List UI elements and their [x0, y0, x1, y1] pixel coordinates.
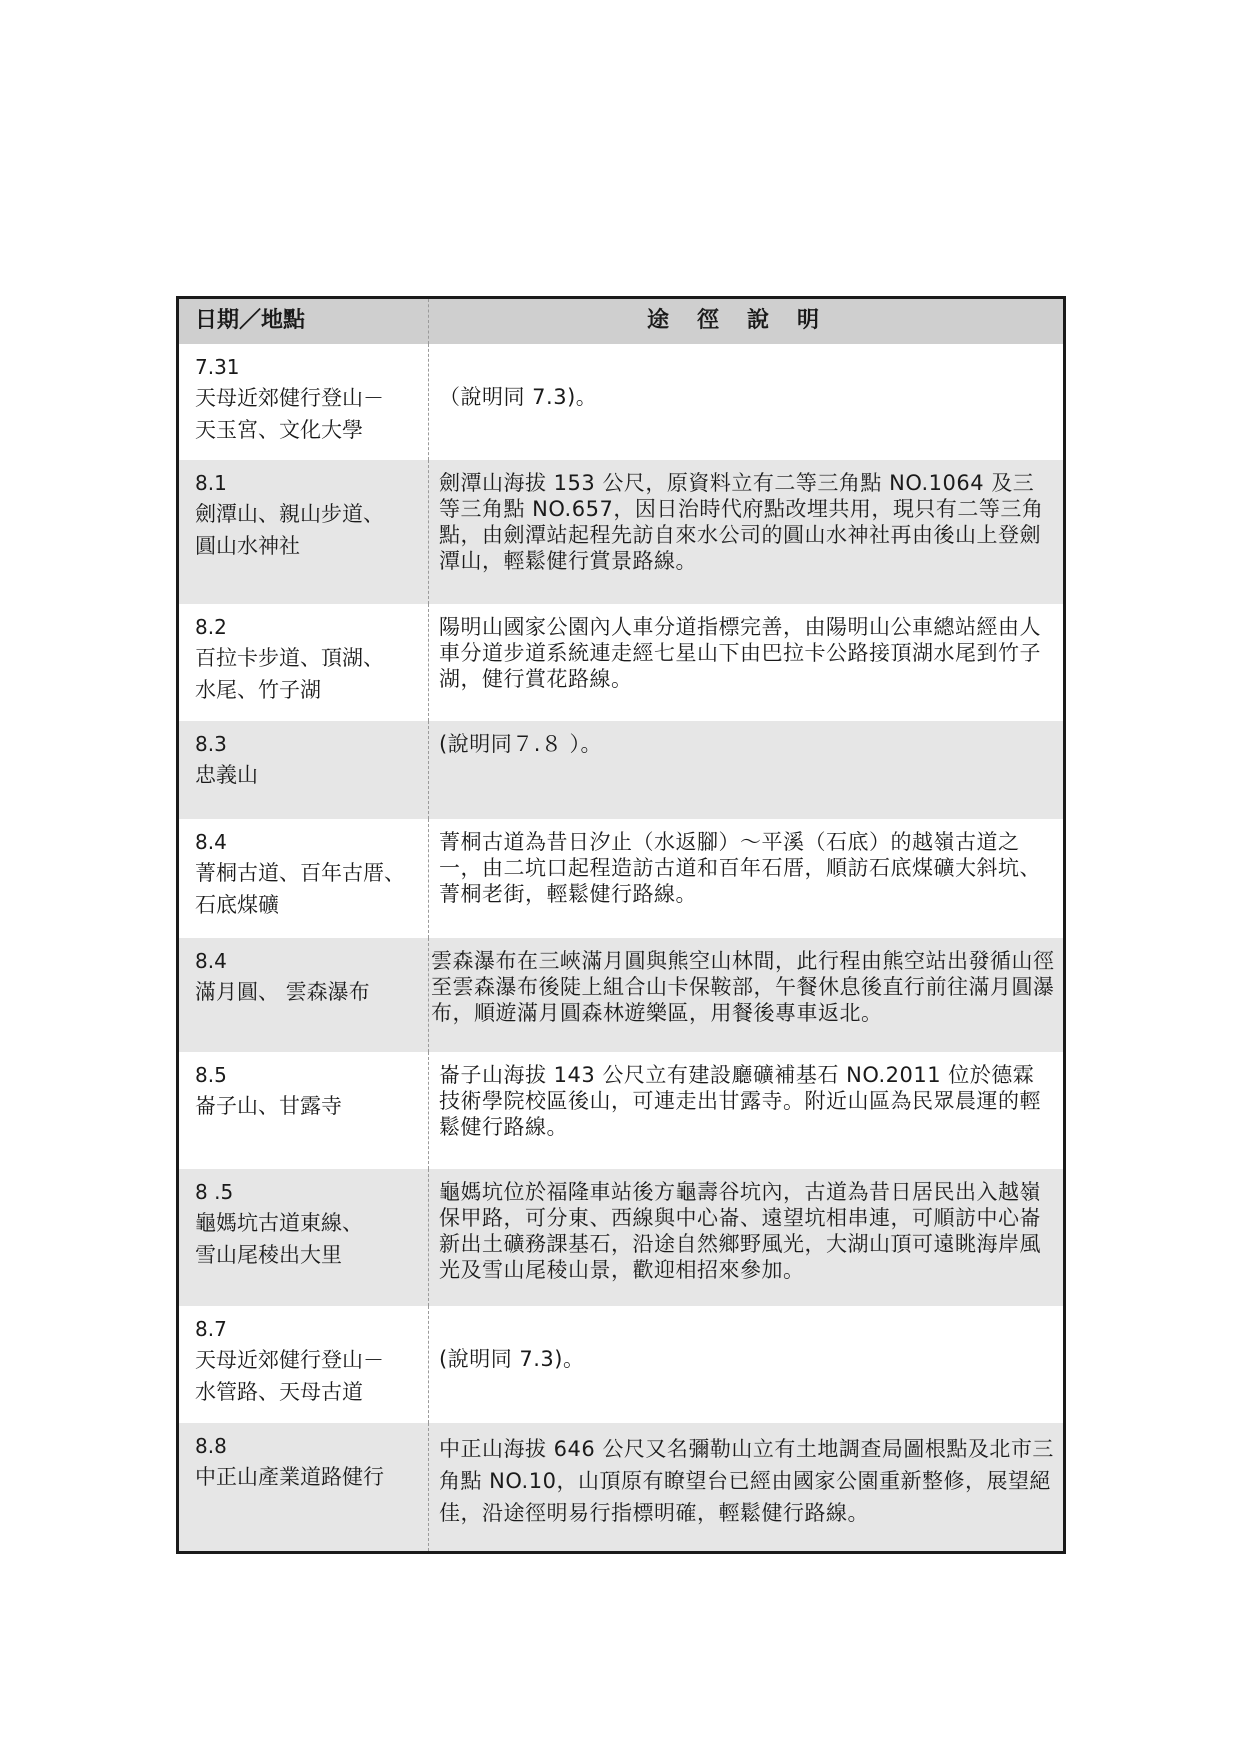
row-date: 8.7	[195, 1317, 227, 1341]
row-place: 菁桐古道、百年古厝、	[195, 861, 405, 885]
row-place: 天玉宮、文化大學	[195, 418, 363, 442]
date-place-cell	[179, 938, 429, 1052]
row-description: (說明同 7.3)。	[439, 1347, 585, 1371]
row-description: （說明同 7.3)。	[439, 385, 598, 409]
row-place: 圓山水神社	[195, 534, 300, 558]
table-row	[179, 460, 1063, 604]
row-date: 8.5	[195, 1063, 227, 1087]
itinerary-table	[176, 296, 1066, 1554]
row-description: 龜媽坑位於福隆車站後方龜壽谷坑內，古道為昔日居民出入越嶺保甲路，可分東、西線與中心崙、遠望坑相串連，可順訪中心崙新出土礦務課基石，沿途自然鄉野風光，大湖山頂可遠眺海岸風光及雪山尾稜山景，歡迎相招來參加。	[439, 1180, 1041, 1282]
row-place: 劍潭山、親山步道、	[195, 502, 384, 526]
date-place-cell	[179, 460, 429, 604]
row-place: 滿月圓、 雲森瀑布	[195, 980, 370, 1004]
date-place-cell	[179, 1052, 429, 1169]
table-header	[179, 299, 1063, 344]
row-date: 8.4	[195, 830, 227, 854]
date-place-cell	[179, 721, 429, 819]
row-date: 8.3	[195, 732, 227, 756]
table-row	[179, 938, 1063, 1052]
header-route-description: 途徑說明	[646, 308, 847, 333]
row-date: 7.31	[195, 355, 240, 379]
row-description: 劍潭山海拔 153 公尺，原資料立有二等三角點 NO.1064 及三等三角點 NO.657，因日治時代府點改埋共用，現只有二等三角點，由劍潭站起程先訪自來水公司的圓山水神社再由後山上登劍潭山，輕鬆健行賞景路線。	[439, 471, 1044, 573]
table-row	[179, 721, 1063, 819]
row-place: 中正山產業道路健行	[195, 1465, 384, 1489]
table-row	[179, 604, 1063, 721]
date-place-cell	[179, 819, 429, 938]
row-place: 石底煤礦	[195, 893, 279, 917]
row-place: 天母近郊健行登山－	[195, 1348, 384, 1372]
row-date: 8.1	[195, 471, 227, 495]
row-place: 水管路、天母古道	[195, 1380, 363, 1404]
row-date: 8.4	[195, 949, 227, 973]
row-description: (說明同７.８ ）。	[439, 732, 603, 756]
table-row	[179, 1169, 1063, 1306]
table-row	[179, 1052, 1063, 1169]
date-place-cell	[179, 1423, 429, 1551]
row-place: 忠義山	[195, 763, 258, 787]
row-place: 百拉卡步道、頂湖、	[195, 646, 384, 670]
table-row	[179, 1423, 1063, 1551]
date-place-cell	[179, 1306, 429, 1423]
row-description: 崙子山海拔 143 公尺立有建設廳礦補基石 NO.2011 位於德霖技術學院校區後山，可連走出甘露寺。附近山區為民眾晨運的輕鬆健行路線。	[439, 1063, 1041, 1139]
table-row	[179, 819, 1063, 938]
row-description: 雲森瀑布在三峽滿月圓與熊空山林間，此行程由熊空站出發循山徑至雲森瀑布後陡上組合山卡保鞍部，午餐休息後直行前往滿月圓瀑布，順遊滿月圓森林遊樂區，用餐後專車返北。	[431, 949, 1055, 1025]
table-row	[179, 344, 1063, 460]
row-description: 中正山海拔 646 公尺又名彌勒山立有土地調查局圖根點及北市三角點 NO.10，山頂原有瞭望台已經由國家公園重新整修，展望絕佳，沿途徑明易行指標明確，輕鬆健行路線。	[439, 1437, 1054, 1525]
header-date-place: 日期／地點	[179, 299, 429, 344]
row-date: 8 .5	[195, 1180, 234, 1204]
date-place-cell	[179, 604, 429, 721]
date-place-cell	[179, 1169, 429, 1306]
row-place: 水尾、竹子湖	[195, 678, 321, 702]
row-date: 8.2	[195, 615, 227, 639]
date-place-cell	[179, 344, 429, 460]
row-place: 崙子山、甘露寺	[195, 1094, 342, 1118]
row-description: 菁桐古道為昔日汐止（水返腳）～平溪（石底）的越嶺古道之一，由二坑口起程造訪古道和百年石厝，順訪石底煤礦大斜坑、菁桐老街，輕鬆健行路線。	[439, 830, 1041, 906]
row-date: 8.8	[195, 1434, 227, 1458]
row-place: 龜媽坑古道東線、	[195, 1211, 363, 1235]
row-description: 陽明山國家公園內人車分道指標完善，由陽明山公車總站經由人車分道步道系統連走經七星山下由巴拉卡公路接頂湖水尾到竹子湖，健行賞花路線。	[439, 615, 1041, 691]
row-place: 雪山尾稜出大里	[195, 1243, 342, 1267]
table-row	[179, 1306, 1063, 1423]
row-place: 天母近郊健行登山－	[195, 386, 384, 410]
